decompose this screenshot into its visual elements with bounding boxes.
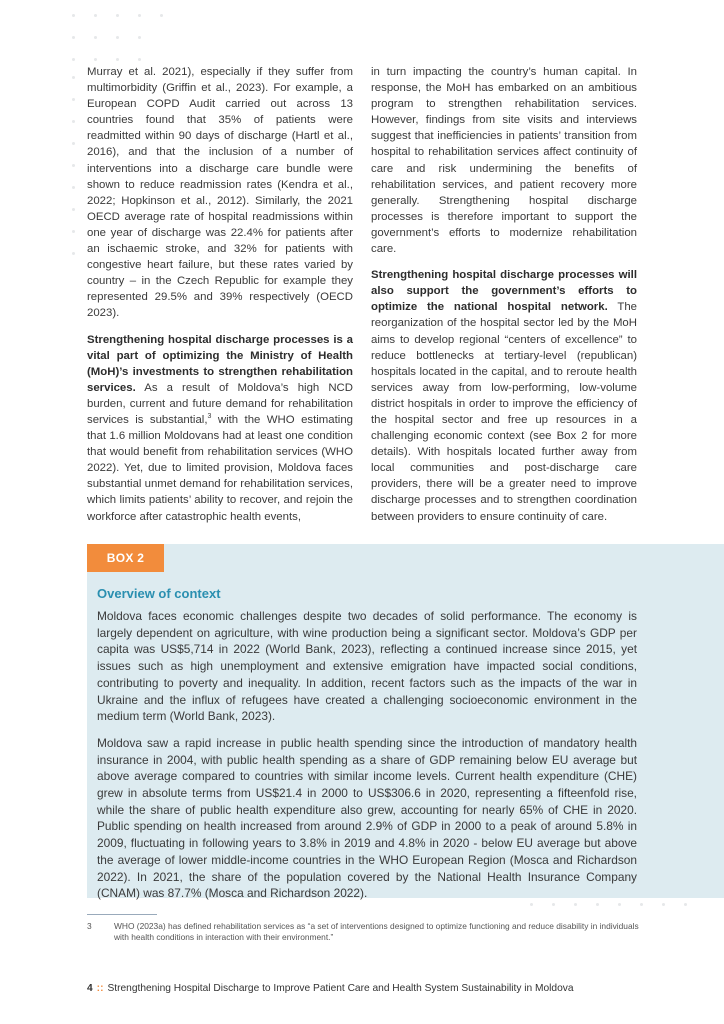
box-paragraph-2: Moldova saw a rapid increase in public health spending since the introduction of mandatory health insurance in 2004, with public health spending as a share of GDP remaining below EU average but above average compared to countries with similar income levels. Current health expenditure (CHE) grew in absolute terms from US$21.4 in 2000 to US$306.6 in 2020, representing a fifteenfold rise, while the share of public health expenditure also grew, accounting for nearly 65% of CHE in 2020. Public spending on health increased from around 2.9% of GDP in 2000 to a peak of around 5.8% in 2009, fluctuating in following years to 3.8% in 2019 and 4.8% in 2020 - below EU average but above the average of lower middle-income countries in the WHO European Region (Mosca and Richardson 2022). In 2021, the share of the population covered by the National Health Insurance Company (CNAM) was 87.7% (Mosca and Richardson 2022). — [97, 735, 637, 901]
footnote-text: WHO (2023a) has defined rehabilitation services as “a set of interventions designed to optimize functioning and reduce disability in individuals with health conditions in interaction with their environment.” — [114, 921, 639, 942]
left-paragraph-1: Murray et al. 2021), especially if they suffer from multimorbidity (Griffin et al., 2023). For example, a European COPD Audit carried out across 13 countries found that 35% of patients were readmitted within 90 days of discharge (Hartl et al., 2016), and that the inclusion of a number of interventions into a discharge care bundle were shown to reduce readmission rates (Kendra et al., 2022; Hopkinson et al., 2012). Similarly, the 2021 OECD average rate of hospital readmissions within one year of discharge was 22.4% for patients after an ischaemic stroke, and 32% for patients with congestive heart failure, but these rates varied by country – in the Czech Republic for example they represented 29.5% and 39% respectively (OECD 2023). — [87, 66, 353, 320]
right-paragraph-2 — [371, 267, 637, 525]
footer-title: Strengthening Hospital Discharge to Improve Patient Care and Health System Sustainability in Moldova — [107, 983, 574, 994]
left-paragraph-2-text-a: As a result of Moldova’s high NCD burden, current and future demand for rehabilitation services is substantial, — [87, 381, 353, 426]
decorative-dots-top — [72, 14, 172, 64]
left-paragraph-2-lead: Strengthening hospital discharge processes is a vital part of optimizing the Ministry of Health (MoH)’s investments to strengthen rehabilitation services. — [87, 333, 353, 394]
box-title: Overview of context — [97, 586, 221, 601]
page-footer — [87, 983, 574, 994]
box-body — [97, 608, 637, 912]
right-column — [371, 64, 637, 535]
box-paragraph-1: Moldova faces economic challenges despite two decades of solid performance. The economy is largely dependent on agriculture, with wine production being a significant sector. Moldova’s GDP per capita was US$5,714 in 2022 (World Bank, 2023), reflecting a continued increase since 2015, yet issues such as high unemployment and extensive emigration have impacted social conditions, contributing to poverty and inequality. In addition, recent factors such as the impacts of the war in Ukraine and the influx of refugees have created a challenging socioeconomic environment in the medium term (World Bank, 2023). — [97, 609, 637, 724]
right-paragraph-1: in turn impacting the country’s human capital. In response, the MoH has embarked on an ambitious program to strengthen rehabilitation services. However, findings from site visits and interviews suggest that inefficiencies in patients’ transition from hospital to rehabilitation services affect continuity of care and risk undermining the benefits of rehabilitation services, and patient recovery more generally. Strengthening hospital discharge processes is therefore important to support the government’s efforts to modernize rehabilitation care. — [371, 66, 637, 256]
right-paragraph-2-lead: Strengthening hospital discharge processes will also support the government’s efforts to optimize the national hospital network. — [371, 269, 637, 314]
left-column — [87, 64, 353, 535]
box-2-panel — [87, 544, 724, 901]
footnote-divider — [87, 914, 157, 915]
footnote-ref-3[interactable]: 3 — [207, 413, 212, 421]
box-label: BOX 2 — [87, 544, 164, 572]
right-paragraph-2-text: The reorganization of the hospital sector led by the MoH aims to develop regional “centers of excellence” to reduce bottlenecks at tertiary-level (republican) hospitals located in the capital, and to reroute health services away from low-performing, low-volume district hospitals in order to improve the efficiency of the hospital sector and free up resources in a challenging economic context (see Box 2 for more details). With hospitals located further away from local communities and post-discharge care providers, there will be a greater need to improve discharge processes and to strengthen coordination between providers to ensure continuity of care. — [371, 301, 637, 523]
page-number: 4 — [87, 983, 93, 994]
decorative-dots-left — [72, 76, 78, 276]
left-paragraph-2 — [87, 332, 353, 525]
footer-separator: :: — [96, 983, 104, 994]
footnote — [87, 921, 647, 943]
left-paragraph-2-text-b: with the WHO estimating that 1.6 million Moldovans had at least one condition that would benefit from rehabilitation services (WHO 2022). Yet, due to limited provision, Moldova faces substantial unmet demand for rehabilitation services, which limits patients’ ability to recover, and rejoin the workforce after catastrophic health events, — [87, 413, 353, 523]
footnote-number: 3 — [87, 921, 92, 931]
